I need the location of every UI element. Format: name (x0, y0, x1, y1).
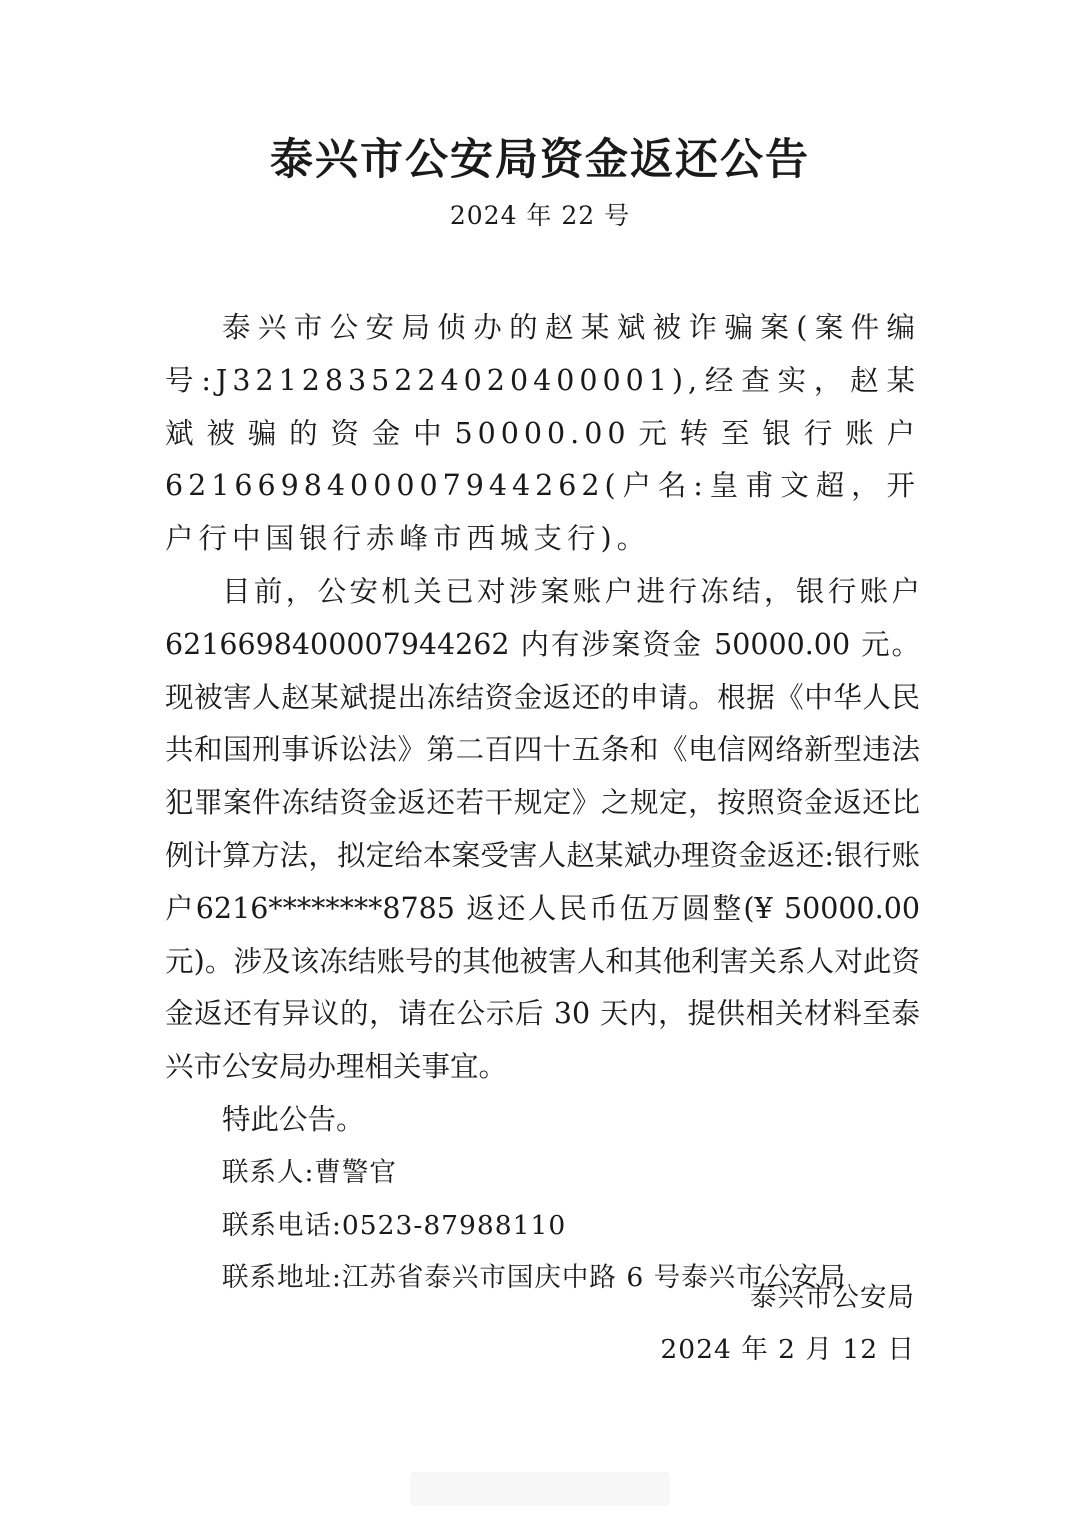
document-title: 泰兴市公安局资金返还公告 (270, 135, 810, 185)
document-number: 2024 年 22 号 (449, 201, 631, 230)
paragraph-refund-decision: 目前，公安机关已对涉案账户进行冻结，银行账户6216698400007944262 内有涉案资金 50000.00 元。现被害人赵某斌提出冻结资金返还的申请。根据《中华人民共和国刑事诉讼法》第二百四十五条和《电信网络新型违法犯罪案件冻结资金返还若干规定》之规定，按照资金返还比例计算方法，拟定给本案受害人赵某斌办理资金返还:银行账户6216********8785 返还人民币伍万圆整(¥ 50000.00 元)。涉及该冻结账号的其他被害人和其他利害关系人对此资金返还有异议的，请在公示后 30 天内，提供相关材料至泰兴市公安局办理相关事宜。 (165, 574, 920, 1084)
signature-organization: 泰兴市公安局 (750, 1282, 915, 1313)
signature-date: 2024 年 2 月 12 日 (660, 1334, 915, 1365)
watermark (410, 1472, 670, 1506)
contact-address: 联系地址:江苏省泰兴市国庆中路 6 号泰兴市公安局 (222, 1262, 847, 1294)
signature-block (560, 1272, 915, 1376)
contact-phone: 联系电话:0523-87988110 (222, 1209, 567, 1241)
paragraph-closing: 特此公告。 (222, 1102, 365, 1136)
paragraph-case-summary: 泰兴市公安局侦办的赵某斌被诈骗案(案件编号:J3212835224020400001),经查实，赵某斌被骗的资金中50000.00元转至银行账户6216698400007944262(户名:皇甫文超，开户行中国银行赤峰市西城支行)。 (165, 311, 920, 556)
document-body (165, 302, 920, 1305)
contact-person: 联系人:曹警官 (222, 1156, 397, 1188)
